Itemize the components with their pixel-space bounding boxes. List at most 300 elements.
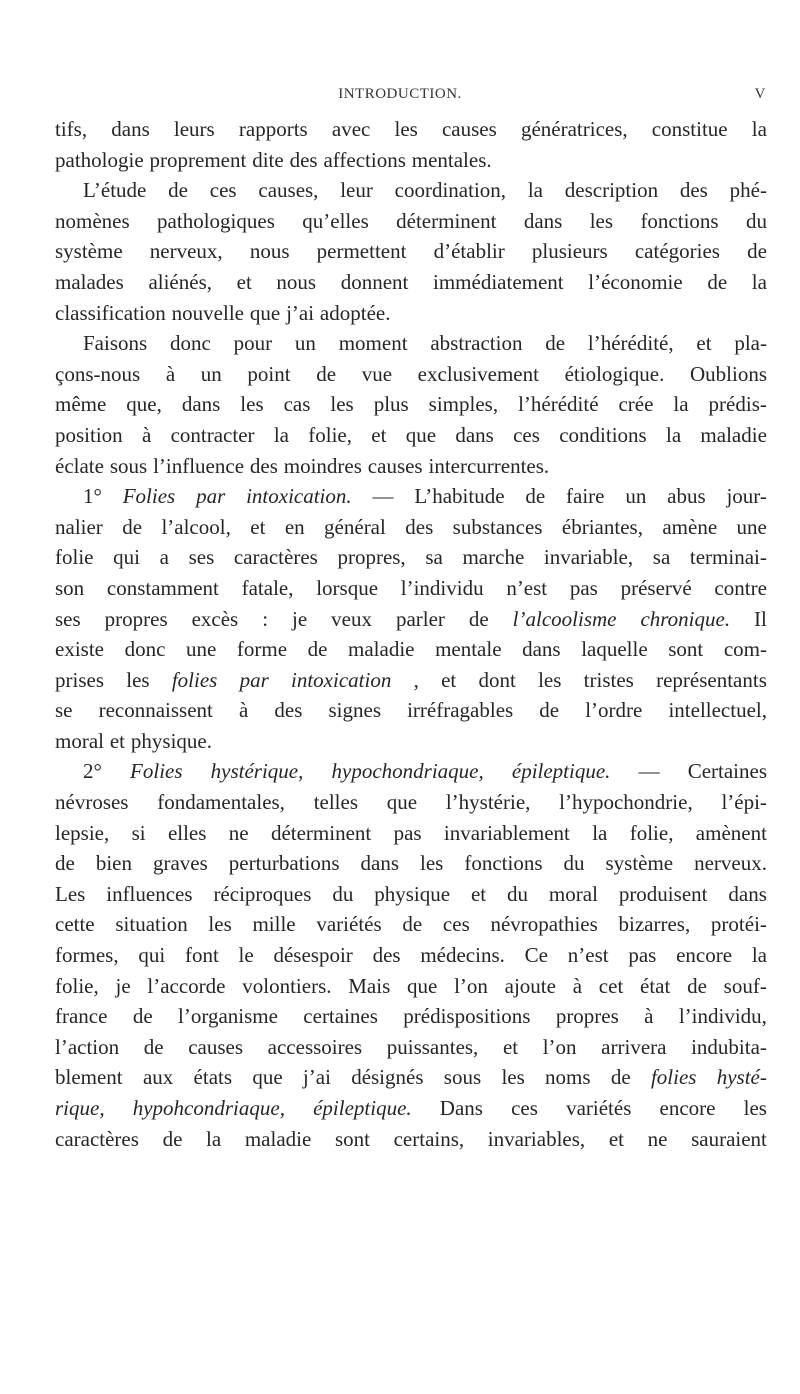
- word: moindres: [283, 453, 362, 478]
- word: variétés: [316, 912, 382, 937]
- word: du: [745, 208, 767, 233]
- italic-word: intoxication.: [246, 484, 352, 509]
- word: je: [292, 606, 308, 631]
- word: intellectuel,: [668, 698, 767, 723]
- word: constitue: [651, 117, 728, 141]
- word: folie,: [55, 973, 99, 998]
- word: ne: [647, 1126, 668, 1151]
- word: com-: [723, 637, 767, 662]
- word: l’alcool,: [161, 514, 231, 539]
- word: l’action: [55, 1034, 120, 1059]
- word: que: [407, 973, 438, 998]
- text-line: [55, 1062, 767, 1093]
- word: Certaines: [687, 759, 767, 784]
- word: Oublions: [689, 361, 767, 386]
- word: médecins.: [420, 943, 505, 968]
- word: perturbations: [228, 851, 340, 876]
- text-line: [55, 665, 767, 696]
- word: blement: [55, 1065, 123, 1090]
- text-line: [55, 512, 767, 543]
- word: que: [252, 1065, 283, 1090]
- word: intercurrentes.: [428, 453, 550, 478]
- word: abstraction: [430, 331, 523, 356]
- word: dite: [252, 147, 284, 172]
- word: les: [330, 392, 354, 417]
- word: leurs: [173, 117, 215, 141]
- word: pathologie: [55, 147, 144, 172]
- italic-word: Folies: [122, 484, 176, 509]
- word: dont: [478, 667, 516, 692]
- italic-word: folies: [650, 1065, 697, 1090]
- word: à: [572, 973, 583, 998]
- word: à: [644, 1004, 654, 1029]
- word: l’on: [454, 973, 488, 998]
- word: l’ordre: [585, 698, 643, 723]
- word: la: [273, 422, 289, 447]
- word: nouvelle: [171, 300, 244, 325]
- word: protéi-: [710, 912, 767, 937]
- word: sous: [443, 1065, 482, 1090]
- word: de: [55, 851, 75, 876]
- word: Dans: [439, 1096, 483, 1120]
- word: représentants: [656, 667, 767, 692]
- word: les: [538, 667, 562, 692]
- word: ne: [228, 820, 249, 845]
- word: bizarres,: [618, 912, 691, 937]
- word: n’est: [567, 943, 609, 968]
- word: de: [143, 1034, 164, 1059]
- word: et: [470, 881, 487, 906]
- word: ébriantes,: [561, 514, 643, 539]
- italic-word: rique,: [55, 1096, 105, 1120]
- word: çons-nous: [55, 361, 141, 386]
- word: pas: [628, 943, 657, 968]
- word: lorsque: [316, 575, 379, 600]
- word: son: [55, 575, 85, 600]
- word: nomènes: [55, 208, 130, 233]
- word: marche: [462, 545, 525, 570]
- word: —: [638, 759, 660, 784]
- word: tifs,: [55, 117, 88, 141]
- word: mille: [252, 912, 296, 937]
- word: puissantes,: [386, 1034, 479, 1059]
- word: la: [206, 1126, 222, 1151]
- text-line: [55, 481, 767, 512]
- word: Mais: [348, 973, 391, 998]
- word: le: [238, 943, 254, 968]
- word: tristes: [583, 667, 634, 692]
- word: invariablement: [443, 820, 570, 845]
- word: contracter: [170, 422, 255, 447]
- word: Il: [754, 606, 767, 631]
- word: états: [193, 1065, 233, 1090]
- word: encore: [659, 1096, 716, 1120]
- word: exclusivement: [417, 361, 539, 386]
- word: forme: [236, 637, 288, 662]
- word: ajoute: [504, 973, 556, 998]
- text-line: [55, 787, 767, 818]
- word: plusieurs: [531, 239, 608, 264]
- word: et: [696, 331, 712, 356]
- word: substances: [452, 514, 543, 539]
- word: la: [751, 117, 767, 141]
- word: veux: [331, 606, 372, 631]
- word: prédispositions: [403, 1004, 531, 1029]
- word: l’individu,: [678, 1004, 767, 1029]
- italic-word: hysté-: [716, 1065, 767, 1090]
- word: Faisons: [83, 331, 148, 356]
- page-header: [0, 86, 800, 110]
- word: fatale,: [241, 575, 294, 600]
- word: du: [332, 881, 354, 906]
- word: pla-: [734, 331, 767, 356]
- word: l’accorde: [147, 973, 226, 998]
- word: terminai-: [689, 545, 767, 570]
- word: sont: [334, 1126, 370, 1151]
- word: à: [141, 422, 152, 447]
- text-line: [55, 909, 767, 940]
- word: de: [122, 514, 143, 539]
- word: bien: [95, 851, 132, 876]
- word: catégories: [634, 239, 720, 264]
- text-line: [55, 542, 767, 573]
- word: amène: [662, 514, 718, 539]
- italic-word: hystérique,: [210, 759, 304, 784]
- word: génératrices,: [520, 117, 628, 141]
- word: ces: [513, 422, 540, 447]
- text-line: [55, 726, 767, 757]
- word: et: [502, 1034, 519, 1059]
- word: général: [324, 514, 386, 539]
- word: physique.: [130, 728, 212, 753]
- word: simples,: [428, 392, 499, 417]
- word: maladie: [348, 637, 415, 662]
- word: indubita-: [691, 1034, 767, 1059]
- text-line: [55, 114, 767, 145]
- word: existe: [55, 637, 104, 662]
- word: donc: [124, 637, 166, 662]
- word: de: [168, 178, 188, 203]
- word: moment: [338, 331, 408, 356]
- text-line: [55, 298, 767, 329]
- word: nerveux.: [694, 851, 767, 876]
- word: excès: [191, 606, 239, 631]
- text-line: [55, 175, 767, 206]
- word: a: [159, 545, 169, 570]
- word: graves: [152, 851, 208, 876]
- word: constamment: [106, 575, 219, 600]
- body-text: [55, 114, 767, 1154]
- word: pour: [233, 331, 273, 356]
- word: malades: [55, 269, 124, 294]
- word: sont: [668, 637, 704, 662]
- word: l’hérédité: [518, 392, 599, 417]
- word: situation: [115, 912, 188, 937]
- word: aliénés,: [148, 269, 212, 294]
- text-line: [55, 206, 767, 237]
- italic-word: chronique.: [640, 606, 731, 631]
- word: fonctions: [640, 208, 719, 233]
- word: ,: [413, 667, 419, 692]
- word: de: [132, 1004, 153, 1029]
- word: une: [736, 514, 767, 539]
- word: classification: [55, 300, 166, 325]
- word: invariables,: [487, 1126, 586, 1151]
- word: de: [539, 698, 560, 723]
- word: fonctions: [464, 851, 543, 876]
- word: affections: [323, 147, 406, 172]
- word: un: [625, 484, 647, 509]
- word: si: [131, 820, 146, 845]
- word: de: [316, 361, 337, 386]
- word: déterminent: [396, 208, 497, 233]
- word: du: [507, 881, 529, 906]
- word: 1°: [83, 484, 102, 509]
- word: sous: [109, 453, 148, 478]
- text-line: [55, 451, 767, 482]
- word: france: [55, 1004, 108, 1029]
- word: maladie: [700, 422, 767, 447]
- word: jour-: [726, 484, 767, 509]
- word: la: [527, 178, 543, 203]
- word: dans: [360, 851, 400, 876]
- word: description: [564, 178, 659, 203]
- text-line: [55, 1001, 767, 1032]
- word: des: [405, 514, 434, 539]
- word: :: [262, 606, 269, 631]
- word: coordination,: [394, 178, 507, 203]
- word: l’hystérie,: [445, 790, 531, 815]
- word: les: [743, 1096, 767, 1120]
- text-line: [55, 634, 767, 665]
- word: font: [184, 943, 219, 968]
- word: dans: [728, 881, 767, 906]
- word: de: [545, 331, 566, 356]
- word: les: [208, 912, 232, 937]
- word: désignés: [351, 1065, 424, 1090]
- word: l’influence: [153, 453, 245, 478]
- word: la: [592, 820, 608, 845]
- word: les: [240, 392, 264, 417]
- word: amènent: [695, 820, 767, 845]
- word: de: [162, 1126, 183, 1151]
- word: désespoir: [273, 943, 353, 968]
- word: sa: [425, 545, 443, 570]
- word: fondamentales,: [157, 790, 285, 815]
- word: souf-: [723, 973, 767, 998]
- word: ses: [188, 545, 215, 570]
- word: folie,: [629, 820, 674, 845]
- word: lepsie,: [55, 820, 110, 845]
- word: n’est: [506, 575, 548, 600]
- word: l’hypochondrie,: [559, 790, 693, 815]
- word: de: [610, 1065, 631, 1090]
- word: moral: [548, 881, 598, 906]
- word: de: [687, 973, 707, 998]
- word: rapports: [238, 117, 308, 141]
- word: et: [371, 422, 387, 447]
- text-line: [55, 1124, 767, 1155]
- word: formes,: [55, 943, 119, 968]
- word: réciproques: [213, 881, 312, 906]
- italic-word: Folies: [130, 759, 183, 784]
- word: qui: [113, 545, 140, 570]
- word: prises: [55, 667, 104, 692]
- word: de: [747, 239, 767, 264]
- word: proprement: [149, 147, 247, 172]
- word: névropathies: [490, 912, 598, 937]
- word: reconnaissent: [98, 698, 213, 723]
- word: cet: [598, 973, 624, 998]
- word: et: [441, 667, 457, 692]
- word: des: [289, 147, 318, 172]
- word: nous: [249, 239, 290, 264]
- word: que,: [126, 392, 162, 417]
- word: folie: [55, 545, 94, 570]
- word: du: [563, 851, 585, 876]
- word: la: [751, 269, 767, 294]
- text-line: [55, 604, 767, 635]
- text-line: [55, 236, 767, 267]
- word: volontiers.: [242, 973, 332, 998]
- word: encore: [676, 943, 733, 968]
- word: en: [284, 514, 305, 539]
- word: avec: [331, 117, 371, 141]
- word: la: [673, 392, 689, 417]
- word: Les: [55, 881, 86, 906]
- italic-word: l’alcoolisme: [512, 606, 617, 631]
- word: les: [420, 851, 444, 876]
- word: nous: [276, 269, 317, 294]
- word: l’organisme: [178, 1004, 278, 1029]
- italic-word: épileptique.: [313, 1096, 412, 1120]
- text-line: [55, 420, 767, 451]
- word: je: [115, 973, 131, 998]
- italic-word: par: [239, 667, 269, 692]
- word: ses: [55, 606, 81, 631]
- word: des: [249, 453, 278, 478]
- word: de: [707, 269, 728, 294]
- word: moral: [55, 728, 104, 753]
- word: propres: [104, 606, 168, 631]
- page-number: V: [754, 86, 766, 102]
- text-line: [55, 940, 767, 971]
- word: étiologique.: [564, 361, 665, 386]
- word: nerveux,: [149, 239, 223, 264]
- word: permettent: [316, 239, 407, 264]
- word: dans: [523, 208, 563, 233]
- word: dans: [522, 637, 561, 662]
- word: les: [589, 208, 614, 233]
- word: qui: [138, 943, 166, 968]
- word: cas: [283, 392, 311, 417]
- word: se: [55, 698, 73, 723]
- word: ces: [511, 1096, 538, 1120]
- word: de: [525, 484, 546, 509]
- word: un: [294, 331, 316, 356]
- word: j’ai: [286, 300, 315, 325]
- word: dans: [111, 117, 150, 141]
- word: sa: [652, 545, 671, 570]
- word: mentale: [435, 637, 502, 662]
- text-line: [55, 359, 767, 390]
- word: qu’elles: [302, 208, 369, 233]
- word: cette: [55, 912, 95, 937]
- word: L’habitude: [414, 484, 505, 509]
- word: produisent: [618, 881, 708, 906]
- word: ces: [209, 178, 237, 203]
- text-line: [55, 879, 767, 910]
- text-line: [55, 695, 767, 726]
- word: des: [274, 698, 303, 723]
- word: caractères: [233, 545, 318, 570]
- word: des: [372, 943, 401, 968]
- word: plus: [373, 392, 409, 417]
- text-line: [55, 328, 767, 359]
- word: état: [640, 973, 671, 998]
- word: de: [307, 637, 328, 662]
- italic-word: intoxication: [291, 667, 392, 692]
- word: l’individu: [400, 575, 484, 600]
- italic-word: hypochondriaque,: [331, 759, 484, 784]
- word: L’étude: [83, 178, 147, 203]
- word: variétés: [566, 1096, 632, 1120]
- word: de: [468, 606, 489, 631]
- word: elles: [167, 820, 207, 845]
- text-line: [55, 267, 767, 298]
- text-line: [55, 1093, 767, 1124]
- word: et: [236, 269, 252, 294]
- word: éclate: [55, 453, 104, 478]
- word: propres,: [337, 545, 406, 570]
- word: ces: [442, 912, 470, 937]
- word: l’on: [542, 1034, 577, 1059]
- word: causes,: [258, 178, 319, 203]
- word: et: [250, 514, 266, 539]
- word: propres: [555, 1004, 619, 1029]
- text-line: [55, 756, 767, 787]
- word: telles: [313, 790, 359, 815]
- word: vue: [361, 361, 393, 386]
- word: des: [679, 178, 708, 203]
- word: pas: [569, 575, 598, 600]
- word: leur: [340, 178, 373, 203]
- text-line: [55, 145, 767, 176]
- word: pathologiques: [157, 208, 275, 233]
- word: accessoires: [267, 1034, 363, 1059]
- word: abus: [667, 484, 706, 509]
- italic-word: par: [196, 484, 226, 509]
- text-line: [55, 818, 767, 849]
- word: l’économie: [588, 269, 683, 294]
- word: conditions: [559, 422, 647, 447]
- word: parler: [395, 606, 445, 631]
- word: l’hérédité,: [587, 331, 674, 356]
- word: invariable,: [543, 545, 634, 570]
- word: à: [165, 361, 176, 386]
- word: mentales.: [411, 147, 492, 172]
- word: nalier: [55, 514, 103, 539]
- text-line: [55, 971, 767, 1002]
- word: de: [402, 912, 423, 937]
- word: irréfragables: [407, 698, 514, 723]
- word: et: [608, 1126, 624, 1151]
- word: j’ai: [302, 1065, 331, 1090]
- word: les: [394, 117, 418, 141]
- text-line: [55, 848, 767, 879]
- word: certaines: [303, 1004, 378, 1029]
- word: 2°: [83, 759, 102, 784]
